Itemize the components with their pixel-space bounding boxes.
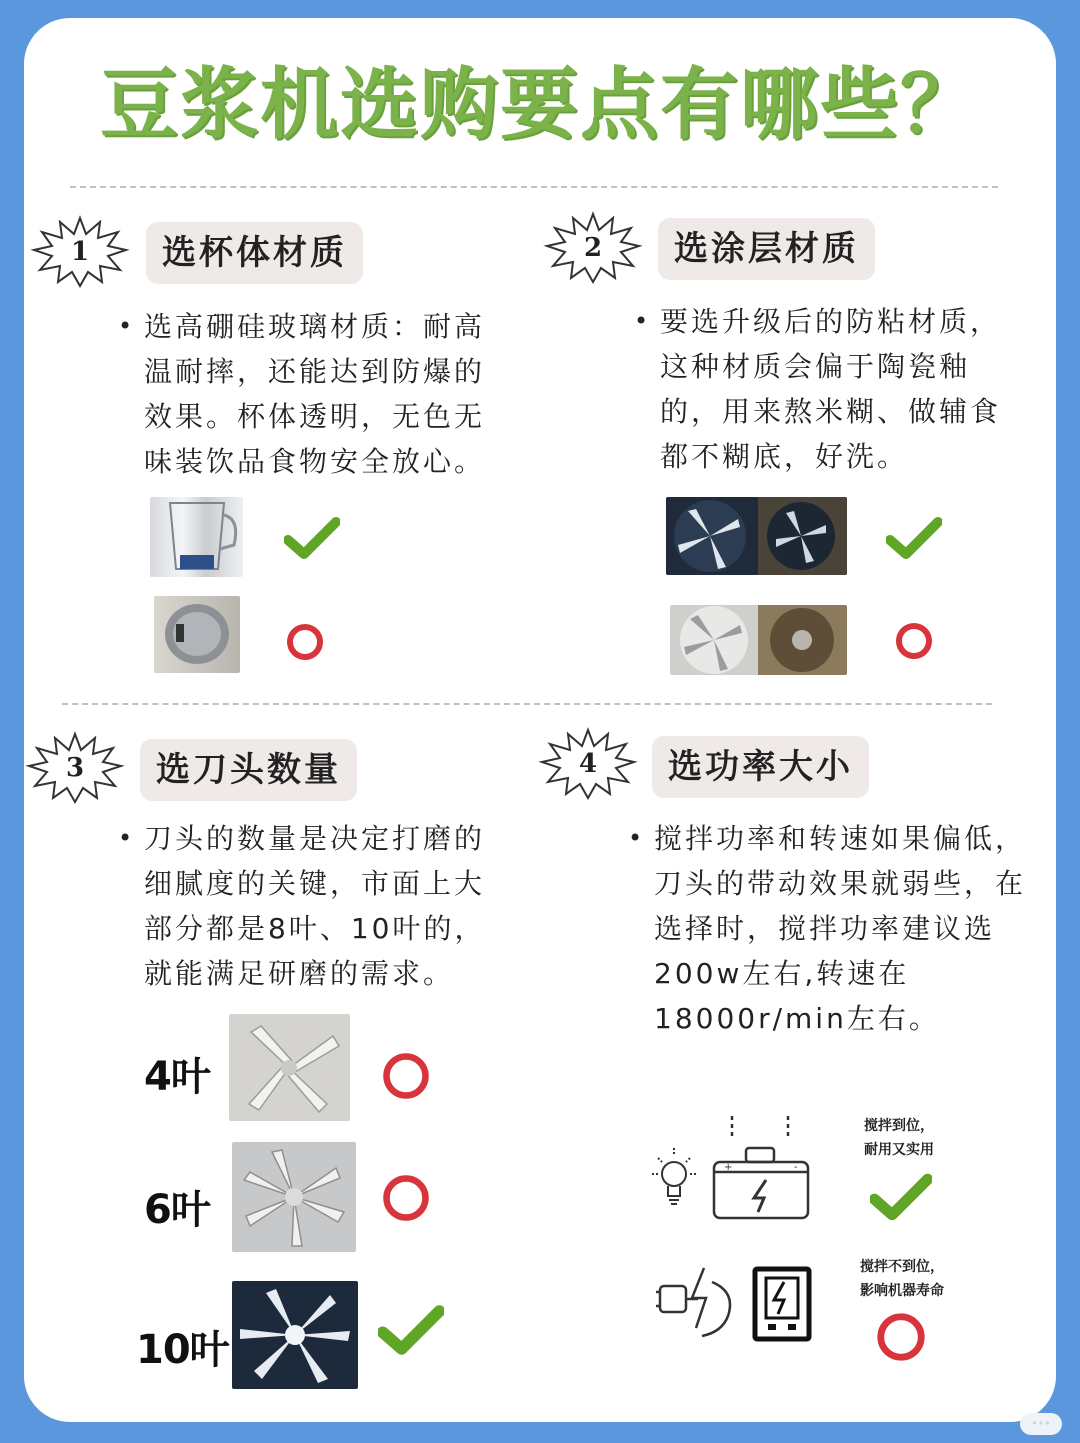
blade-6-label: 6叶 — [144, 1187, 210, 1233]
svg-text:+: + — [724, 1162, 733, 1173]
blade-10-label: 10叶 — [136, 1327, 229, 1373]
svg-text:2: 2 — [583, 233, 603, 263]
text-line: 刀头的带动效果就弱些，在 — [654, 867, 1027, 900]
svg-text:3: 3 — [65, 753, 85, 783]
text-line: 温耐摔，还能达到防爆的 — [144, 355, 486, 388]
text-line: 这种材质会偏于陶瓷釉 — [660, 350, 971, 383]
note-line: 搅拌到位， — [864, 1118, 934, 1134]
text-line: 效果。杯体透明，无色无 — [144, 400, 486, 433]
blade-6-photo — [232, 1142, 356, 1252]
text-line: 的，用来熬米糊、做辅食 — [660, 395, 1002, 428]
bullet-icon: • — [628, 824, 646, 852]
blade-4-photo — [229, 1014, 350, 1121]
bullet-icon: • — [118, 824, 136, 852]
red-circle-icon — [380, 1050, 432, 1102]
text-line: 要选升级后的防粘材质， — [660, 305, 1002, 338]
glass-cup-photo — [150, 497, 243, 577]
blade-4-label: 4叶 — [144, 1054, 210, 1100]
section-2-text — [634, 299, 1020, 479]
text-line: 部分都是8叶、10叶的， — [144, 912, 486, 945]
blade-10-photo — [232, 1281, 358, 1389]
section-1-label: 选杯体材质 — [146, 222, 363, 284]
check-mark-icon — [378, 1304, 444, 1356]
red-circle-icon — [874, 1310, 928, 1364]
red-circle-icon — [380, 1172, 432, 1224]
section-3-text — [118, 816, 504, 996]
middle-divider — [62, 703, 992, 705]
page-title: 豆浆机选购要点有哪些？ — [99, 60, 980, 150]
red-circle-icon — [285, 622, 325, 662]
svg-text:1: 1 — [70, 237, 90, 267]
text-line: 200w左右,转速在 — [654, 957, 910, 990]
note-line: 搅拌不到位， — [860, 1259, 944, 1275]
red-circle-icon — [894, 621, 934, 661]
section-2-label: 选涂层材质 — [658, 218, 875, 280]
bad-power-note — [860, 1255, 944, 1303]
svg-text:-: - — [794, 1162, 798, 1173]
text-line: 选择时，搅拌功率建议选 — [654, 912, 996, 945]
badge-3-icon — [25, 728, 125, 804]
light-bulb-icon — [646, 1144, 702, 1220]
watermark-badge: ••• — [1020, 1413, 1062, 1435]
bullet-icon: • — [118, 312, 136, 340]
check-mark-icon — [870, 1172, 932, 1222]
section-1-text — [118, 304, 504, 484]
text-line: 搅拌功率和转速如果偏低， — [654, 822, 1027, 855]
check-mark-icon — [886, 516, 942, 560]
text-line: 味装饮品食物安全放心。 — [144, 445, 486, 478]
svg-text:4: 4 — [578, 749, 598, 779]
section-4-label: 选功率大小 — [652, 736, 869, 798]
section-4-text — [628, 816, 1044, 1041]
text-line: 刀头的数量是决定打磨的 — [144, 822, 486, 855]
worn-blade-photo — [670, 605, 847, 675]
bullet-icon: • — [634, 307, 652, 335]
badge-1-icon — [30, 212, 130, 288]
text-line: 就能满足研磨的需求。 — [144, 957, 455, 990]
text-line: 细腻度的关键，市面上大 — [144, 867, 486, 900]
plug-icon — [652, 1262, 744, 1342]
battery-icon — [706, 1114, 814, 1224]
phone-power-icon — [752, 1266, 812, 1342]
badge-4-icon — [538, 724, 638, 800]
text-line: 都不糊底，好洗。 — [660, 440, 909, 473]
badge-2-icon — [543, 208, 643, 284]
good-power-note — [864, 1114, 934, 1162]
coated-blade-photo — [666, 497, 847, 575]
top-divider — [70, 186, 998, 188]
section-3-label: 选刀头数量 — [140, 739, 357, 801]
note-line: 耐用又实用 — [864, 1142, 934, 1158]
text-line: 选高硼硅玻璃材质：耐高 — [144, 310, 486, 343]
text-line: 18000r/min左右。 — [654, 1002, 940, 1035]
steel-pot-photo — [154, 596, 240, 673]
check-mark-icon — [284, 516, 340, 560]
note-line: 影响机器寿命 — [860, 1283, 944, 1299]
